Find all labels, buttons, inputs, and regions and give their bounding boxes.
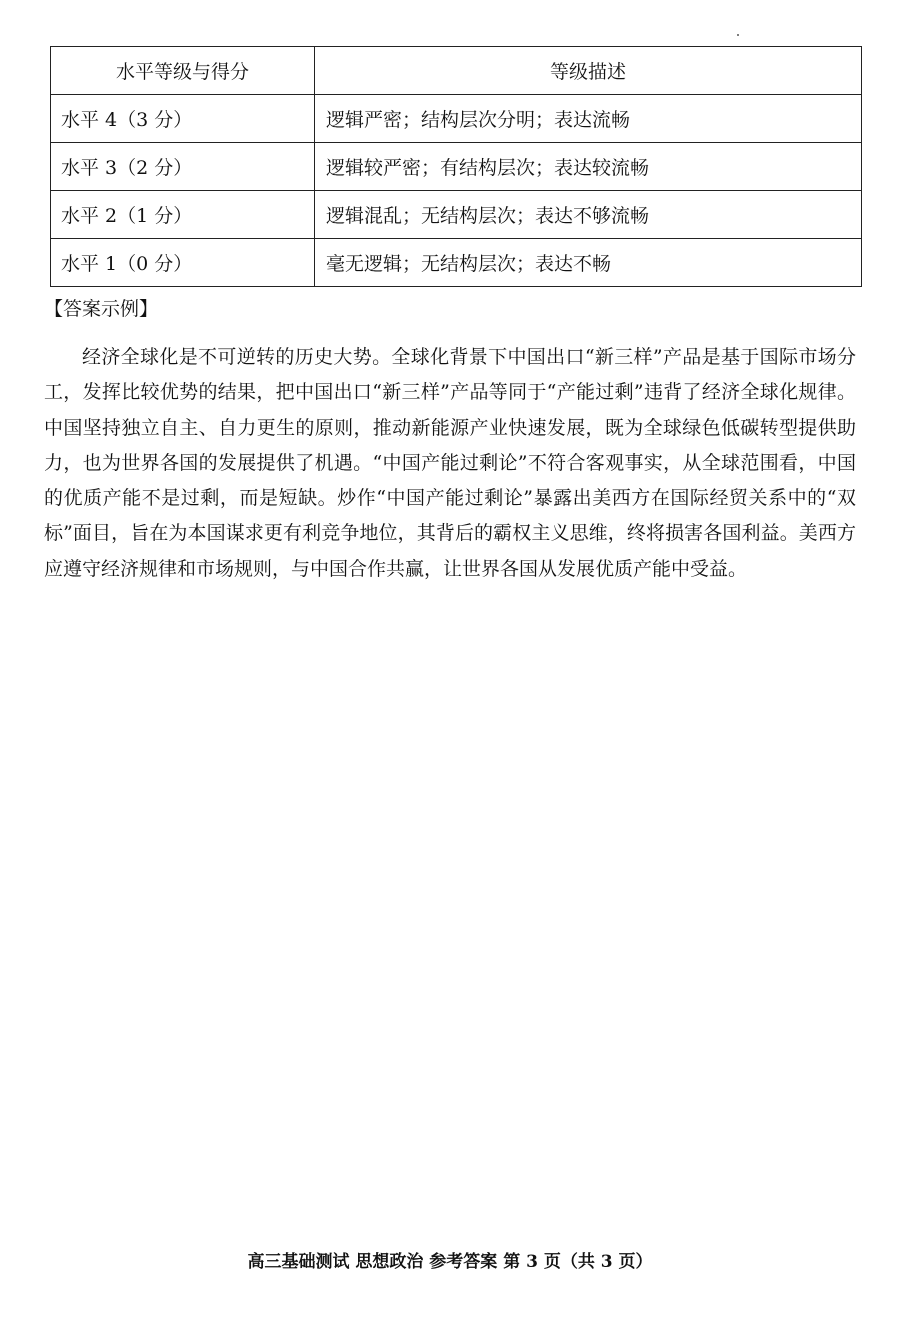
header-description: 等级描述 [315, 47, 862, 95]
description-cell: 逻辑混乱；无结构层次；表达不够流畅 [315, 191, 862, 239]
level-cell: 水平 4（3 分） [51, 95, 315, 143]
table-row [51, 143, 862, 191]
level-cell: 水平 1（0 分） [51, 239, 315, 287]
level-cell: 水平 3（2 分） [51, 143, 315, 191]
description-cell: 逻辑严密；结构层次分明；表达流畅 [315, 95, 862, 143]
table-header-row [51, 47, 862, 95]
grading-table [50, 46, 862, 287]
table-row [51, 191, 862, 239]
description-cell: 逻辑较严密；有结构层次；表达较流畅 [315, 143, 862, 191]
answer-heading: 【答案示例】 [44, 298, 159, 320]
level-cell: 水平 2（1 分） [51, 191, 315, 239]
scan-speck [737, 34, 739, 36]
answer-paragraph: 经济全球化是不可逆转的历史大势。全球化背景下中国出口“新三样”产品是基于国际市场分工，发挥比较优势的结果，把中国出口“新三样”产品等同于“产能过剩”违背了经济全球化规律。中国坚持独立自主、自力更生的原则，推动新能源产业快速发展，既为全球绿色低碳转型提供助力，也为世界各国的发展提供了机遇。“中国产能过剩论”不符合客观事实，从全球范围看，中国的优质产能不是过剩，而是短缺。炒作“中国产能过剩论”暴露出美西方在国际经贸关系中的“双标”面目，旨在为本国谋求更有利竞争地位，其背后的霸权主义思维，终将损害各国利益。美西方应遵守经济规律和市场规则，与中国合作共赢，让世界各国从发展优质产能中受益。 [44, 346, 856, 580]
table-row [51, 239, 862, 287]
table-row [51, 95, 862, 143]
description-cell: 毫无逻辑；无结构层次；表达不畅 [315, 239, 862, 287]
header-level: 水平等级与得分 [51, 47, 315, 95]
page-footer: 高三基础测试 思想政治 参考答案 第 3 页（共 3 页） [247, 1252, 653, 1272]
